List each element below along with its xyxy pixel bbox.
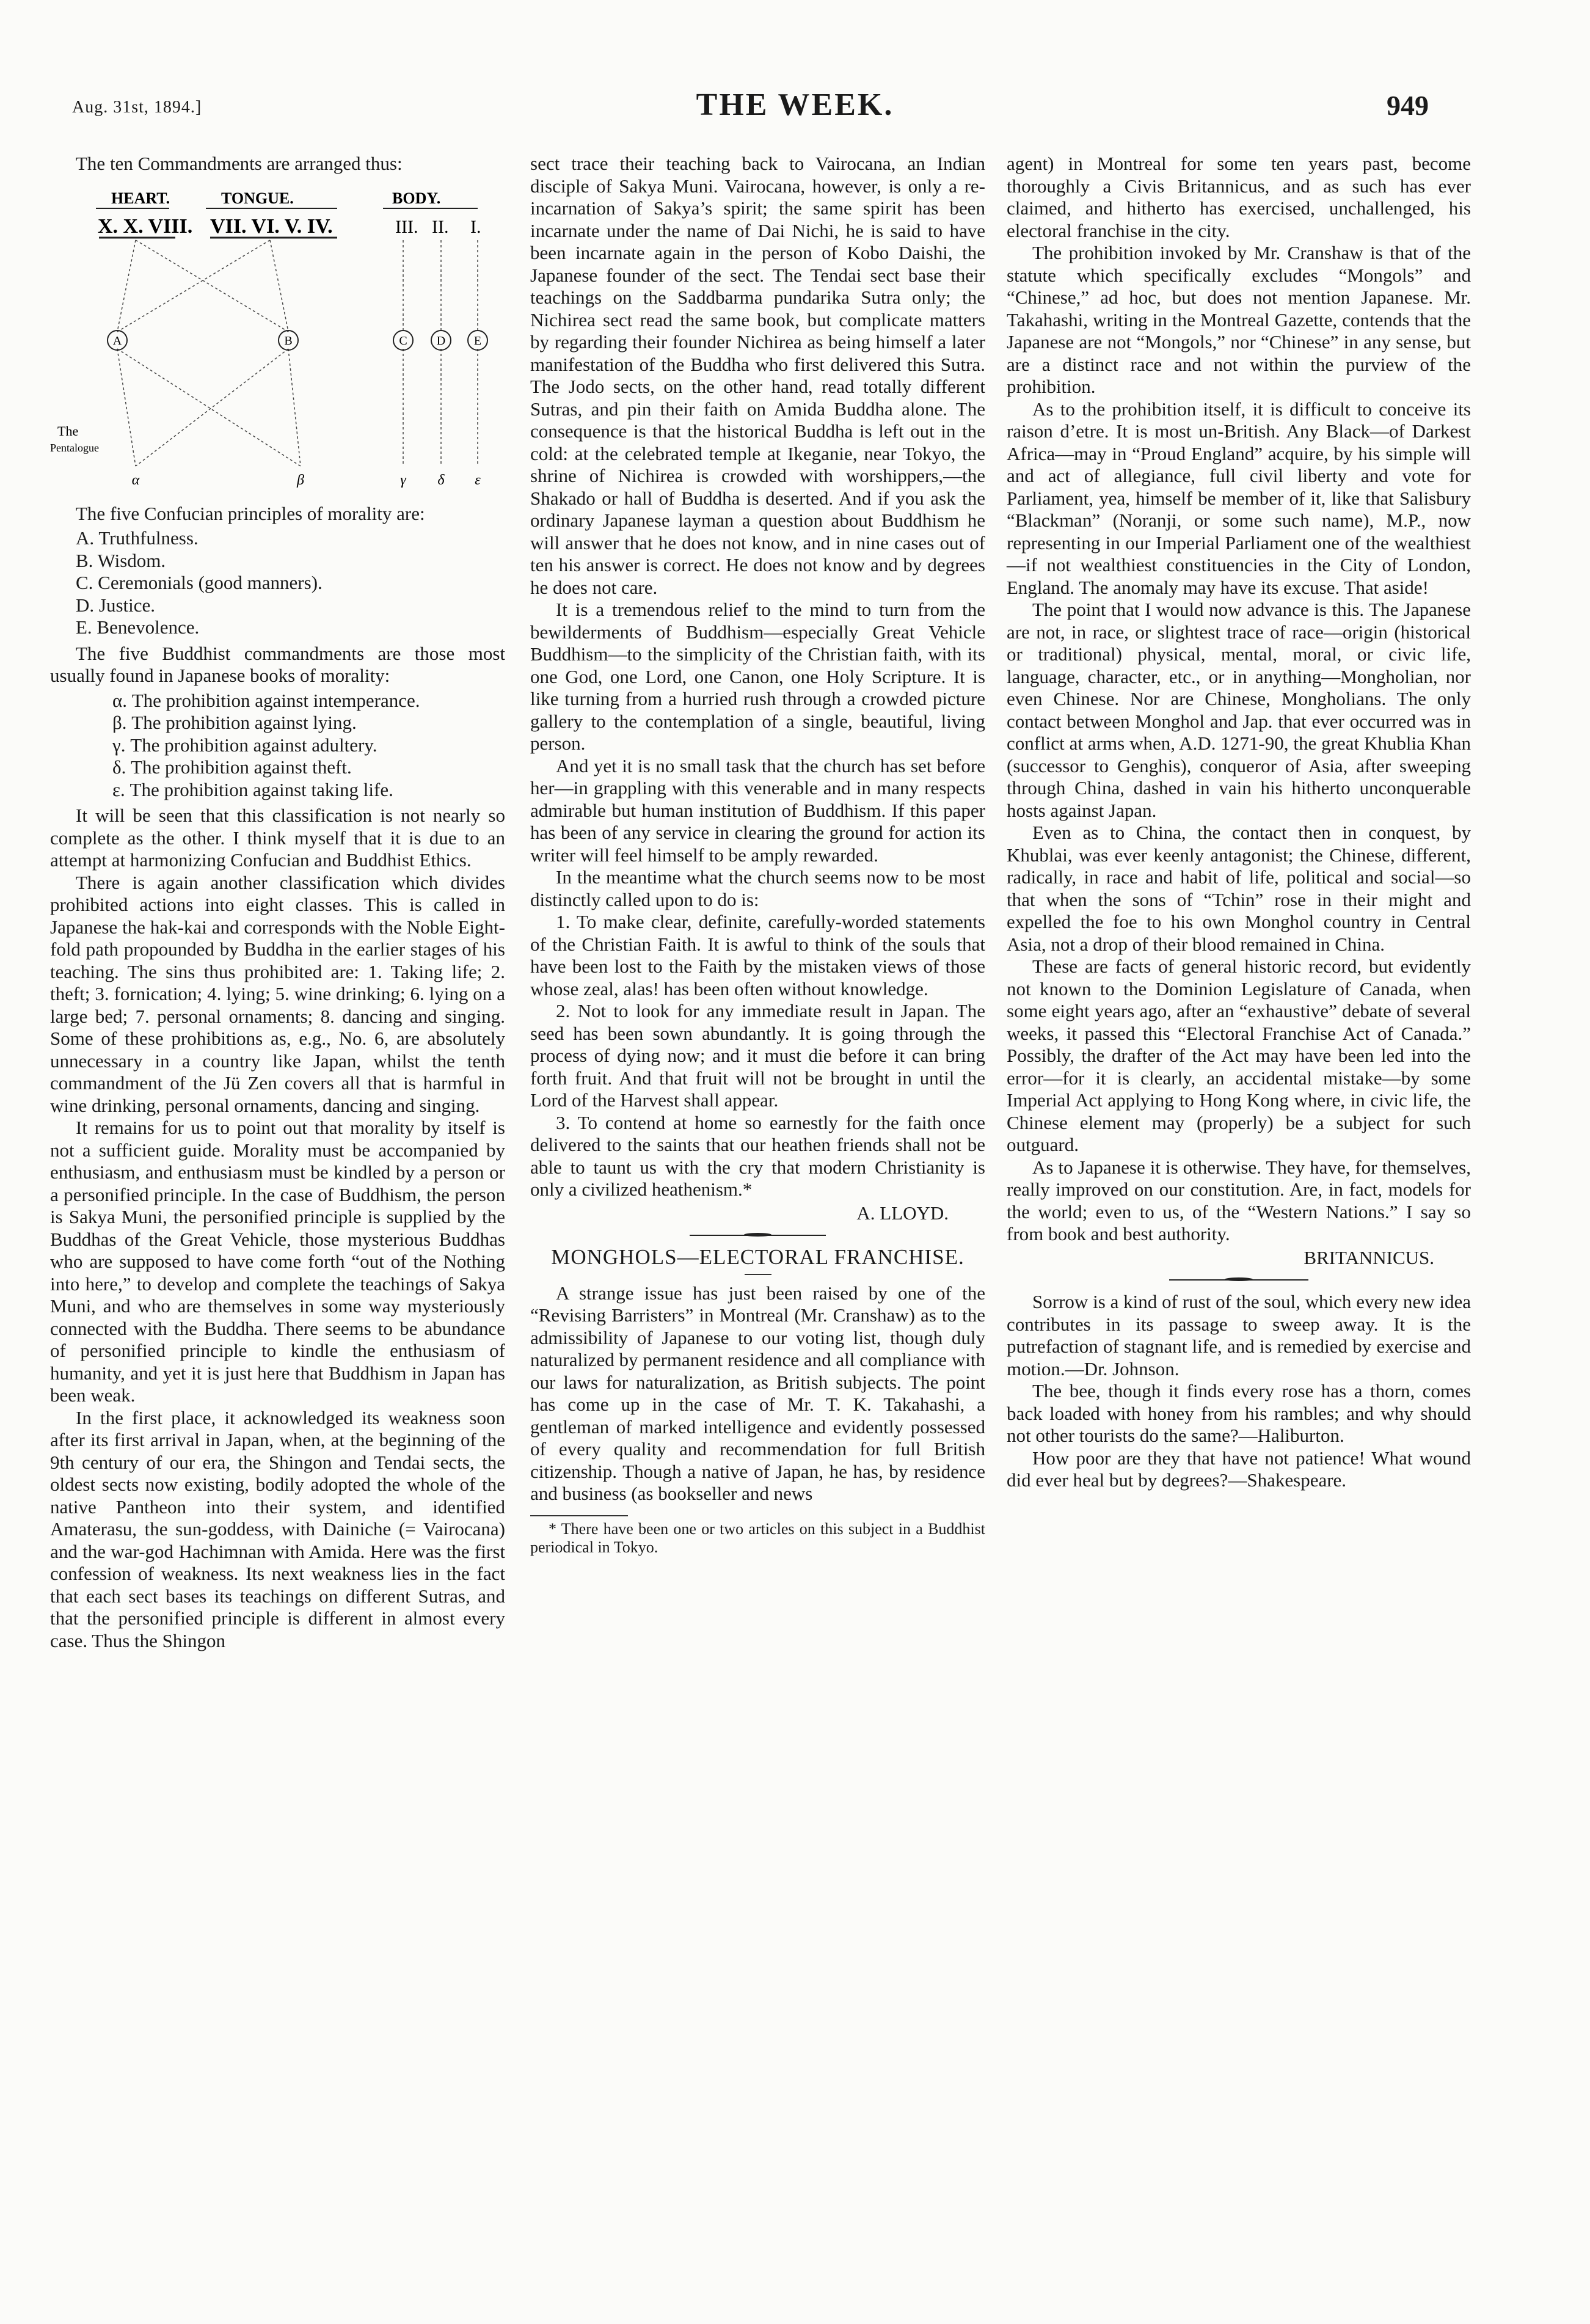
commandments-diagram — [50, 179, 505, 497]
buddhist-list — [50, 690, 505, 802]
heading-rule — [745, 1274, 771, 1275]
article-heading: MONGHOLS—ELECTORAL FRANCHISE. — [551, 1245, 965, 1269]
author-signature: BRITANNICUS. — [1304, 1246, 1434, 1268]
paragraph: These are facts of general historic record, but evidently not known to the Dominion Legislature of Canada, when some eight years ago, after an “exhaustive” debate of several weeks, it passed this “Electoral Franchise Act of Canada.” Possibly, the drafter of the Act may have been led into the error—for it is clearly, an accidental mistake—by some Imperial Act applying to Hong Kong where, in civic life, the Chinese element may (properly) be a subject for such outguard. — [1007, 956, 1471, 1155]
numbered-point: 1. To make clear, definite, carefully-worded statements of the Christian Faith. It is awful to think of the souls that have been lost to the Faith by the mistaken views of those whose zeal, alas! has been often without knowledge. — [530, 911, 985, 999]
body-numeral-2: II. — [432, 216, 449, 237]
numbered-point: 2. Not to look for any immediate result in Japan. The seed has been sown abundantly. It is going through the process of dying now; and it must die before it can bring forth fruit. And that fruit will not be brought in until the Lord of the Harvest shall appear. — [530, 1000, 985, 1111]
paragraph: A strange issue has just been raised by one of the “Revising Barristers” in Montreal (Mr. Cranshaw) as to the admissibility of Japanese to our voting list, though duly naturalized by permanent residence and all compliance with our laws for naturalization, as British subjects. The point has come up in the case of Mr. T. K. Takahashi, a gentleman of marked intelligence and evidently possessed of every quality and recommendation for full British citizenship. Though a native of Japan, he has, by residence and business (as bookseller and news — [530, 1282, 985, 1504]
body-numeral-1: I. — [470, 216, 481, 237]
body-numeral-3: III. — [395, 216, 418, 237]
issue-date: Aug. 31st, 1894.] — [72, 98, 202, 117]
buddhist-intro: The five Buddhist commandments are those most usually found in Japanese books of morality: — [50, 642, 505, 686]
list-item: α. The prohibition against intemperance. — [112, 689, 420, 711]
paragraph: And yet it is no small task that the church has set before her—in grappling with this venerable and in many respects admirable but human institution of Buddhism. If this paper has been of any service in clearing the ground for action its writer will feel himself to be amply rewarded. — [530, 755, 985, 866]
quotation: Sorrow is a kind of rust of the soul, which every new idea contributes in its passage to sweep away. It is the putrefaction of stagnant life, and is remedied by exercise and motion.—Dr. Johnson. — [1007, 1291, 1471, 1379]
pentalogue-label-line2: Pentalogue — [50, 441, 99, 454]
paragraph: It remains for us to point out that morality by itself is not a sufficient guide. Morality must be accompanied by enthusiasm, and enthusiasm must be kindled by a person or a personified principle. In the case of Buddhism, the person is Sakya Muni, the personified principle is supplied by the Buddhas of the Great Vehicle, those mysterious Buddhas who are supposed to have come forth “out of the Nothing into here,” to develop and complete the teachings of Sakya Muni, and who are themselves in some way mysteriously connected with the Buddha. There seems to be abundance of personified principle to kindle the enthusiasm of humanity, and yet it is just here that Buddhism in Japan has been weak. — [50, 1117, 505, 1406]
circle-b-label: B — [284, 334, 293, 348]
greek-epsilon: ε — [475, 472, 481, 488]
group-body-label: BODY. — [392, 189, 441, 207]
quotation: How poor are they that have not patience! What wound did ever heal but by degrees?—Shakespeare. — [1007, 1447, 1471, 1491]
pentalogue-label-line1: The — [57, 423, 79, 439]
paragraph: Even as to China, the contact then in conquest, by Khublai, was ever keenly antagonist; the Chinese, different, radically, in race and habit of life, political and social—so that when the sons of “Tchin” rose in their might and expelled the foe to his own Monghol country in Central Asia, not a drop of their blood remained in China. — [1007, 822, 1471, 955]
paragraph: sect trace their teaching back to Vairocana, an Indian disciple of Sakya Muni. Vairocana, however, is only a re-incarnation of Sakya’s spirit; the same spirit has been incarnate under the name of Dai Nichi, he is said to have been incarnate again in the person of Kobo Daishi, the Japanese founder of the sect. The Tendai sect base their teachings on the Saddbarma pundarika Sutra only; the Nichirea sect read the same book, but complicate matters by regarding their founder Nichirea as being himself a later manifestation of the Buddha who first delivered this Sutra. The Jodo sects, on the other hand, read totally different Sutras, and pin their faith on Amida Buddha alone. The consequence is that the historical Buddha is left out in the cold: at the celebrated temple at Ikeganie, near Tokyo, the shrine of Nichirea is crowded with worshippers,—the Shakado or hall of Buddha is deserted. And if you ask the ordinary Japanese layman a question about Buddhism he will answer that he does not know, and in nine cases out of ten his answer is correct. He does not know and by degrees he does not care. — [530, 153, 985, 598]
footnote-rule — [530, 1515, 628, 1516]
group-heart-label: HEART. — [111, 189, 170, 207]
greek-gamma: γ — [400, 472, 406, 488]
circle-d-label: D — [436, 334, 446, 348]
commandments-diagram-svg — [50, 179, 505, 497]
tongue-numerals: VII. VI. V. IV. — [210, 214, 333, 238]
heart-numerals: X. X. VIII. — [98, 214, 193, 238]
commandments-intro: The ten Commandments are arranged thus: — [76, 153, 403, 174]
circle-c-label: C — [399, 334, 407, 348]
paragraph: It is a tremendous relief to the mind to turn from the bewilderments of Buddhism—especially Great Vehicle Buddhism—to the simplicity of the Christian faith, with its one God, one Lord, one Canon, one Holy Scripture. It is like turning from a hurried rush through a crowded picture gallery to the contemplation of a single, beautiful, living person. — [530, 599, 985, 754]
greek-alpha: α — [131, 472, 140, 488]
confucian-intro: The five Confucian principles of morality are: — [76, 502, 425, 524]
column-3 — [1007, 153, 1471, 1492]
section-divider — [1007, 1275, 1471, 1285]
confucian-list — [50, 527, 505, 639]
page-number: 949 — [1387, 90, 1429, 121]
paragraph: agent) in Montreal for some ten years past, become thoroughly a Civis Britannicus, and as such has ever claimed, and hitherto has exercised, unchallenged, his electoral franchise in the city. — [1007, 153, 1471, 241]
masthead-title: THE WEEK. — [696, 87, 894, 122]
list-item: C. Ceremonials (good manners). — [76, 572, 323, 593]
paragraph: In the first place, it acknowledged its weakness soon after its first arrival in Japan, when, at the beginning of the 9th century of our era, the Shingon and Tendai sects, the oldest sects now existing, bodily adopted the whole of the native Pantheon into their system, and identified Amaterasu, the sun-goddess, with Dainiche (= Vairocana) and the war-god Hachimnan with Amida. Here was the first confession of weakness. Its next weakness lies in the fact that each sect bases its teachings on different Sutras, and that the personified principle is different in almost every case. Thus the Shingon — [50, 1406, 505, 1651]
list-item: A. Truthfulness. — [76, 527, 199, 549]
list-item: γ. The prohibition against adultery. — [112, 734, 377, 756]
column-1 — [50, 153, 505, 1652]
paragraph: The point that I would now advance is this. The Japanese are not, in race, or slightest trace of race—origin (historical or traditional) physical, mental, moral, or civic life, language, character, etc., or in anything—Mongholian, nor even Chinese. Nor are Chinese, Mongholians. The only contact between Monghol and Jap. that ever occurred was in conflict at arms when, A.D. 1271-90, the great Khublia Khan (successor to Genghis), conqueror of Asia, after sweeping through China, dashed in vain his hitherto unconquerable hosts against Japan. — [1007, 599, 1471, 821]
paragraph: In the meantime what the church seems now to be most distinctly called upon to do is: — [530, 866, 985, 910]
paragraph: As to the prohibition itself, it is difficult to conceive its raison d’etre. It is most un-British. Any Black—of Darkest Africa—may in “Proud England” acquire, by his simple will and act of allegiance, full civil liberty and vote for Parliament, yea, himself be member of it, like that Salisbury “Blackman” (Noranji, or some such name), M.P., now representing in our Imperial Parliament one of the wealthiest—if not wealthiest constituencies in the City of London, England. The anomaly may have its excuse. That aside! — [1007, 398, 1471, 598]
list-item: ε. The prohibition against taking life. — [112, 778, 393, 800]
paragraph: As to Japanese it is otherwise. They have, for themselves, really improved on our constitution. Are, in fact, models for the world; even to us, of the “Western Nations.” I say so from book and best authority. — [1007, 1156, 1471, 1244]
list-item: E. Benevolence. — [76, 616, 200, 638]
paragraph: The prohibition invoked by Mr. Cranshaw is that of the statute which specifically excludes “Mongols” and “Chinese,” ad hoc, but does not mention Japanese. Mr. Takahashi, writing in the Montreal Gazette, contends that the Japanese are not “Mongols,” nor “Chinese” in any sense, but are a distinct race and not within the purview of the prohibition. — [1007, 242, 1471, 397]
column-2 — [530, 153, 985, 1557]
quotation: The bee, though it finds every rose has a thorn, comes back loaded with honey from his rambles; and why should not other tourists do the same?—Haliburton. — [1007, 1380, 1471, 1446]
list-item: β. The prohibition against lying. — [112, 712, 357, 733]
greek-delta: δ — [437, 472, 445, 488]
footnote: * There have been one or two articles on this subject in a Buddhist periodical in Tokyo. — [530, 1519, 985, 1556]
greek-beta: β — [297, 472, 304, 488]
list-item: δ. The prohibition against theft. — [112, 756, 352, 778]
author-signature: A. LLOYD. — [856, 1202, 949, 1224]
circle-e-label: E — [473, 334, 482, 348]
list-item: D. Justice. — [76, 594, 156, 616]
group-tongue-label: TONGUE. — [221, 189, 294, 207]
paragraph: There is again another classification which divides prohibited actions into eight classes. This is called in Japanese the hak-kai and corresponds with the Noble Eight-fold path propounded by Buddha in the earlier stages of his teaching. The sins thus prohibited are: 1. Taking life; 2. theft; 3. fornication; 4. lying; 5. wine drinking; 6. lying on a large bed; 7. personal ornaments; 8. dancing and singing. Some of these prohibitions as, e.g., No. 6, are absolutely unnecessary in a country like Japan, whilst the tenth commandment of the Jü Zen covers all that is harmful in wine drinking, personal ornaments, dancing and singing. — [50, 871, 505, 1116]
numbered-point: 3. To contend at home so earnestly for the faith once delivered to the saints that our heathen friends shall not be able to taunt us with the cry that modern Christianity is only a civilized heathenism.* — [530, 1111, 985, 1200]
list-item: B. Wisdom. — [76, 549, 166, 571]
circle-a-label: A — [112, 334, 122, 348]
paragraph: It will be seen that this classification is not nearly so complete as the other. I think myself that it is due to an attempt at harmonizing Confucian and Buddhist Ethics. — [50, 805, 505, 871]
section-divider — [530, 1230, 985, 1240]
